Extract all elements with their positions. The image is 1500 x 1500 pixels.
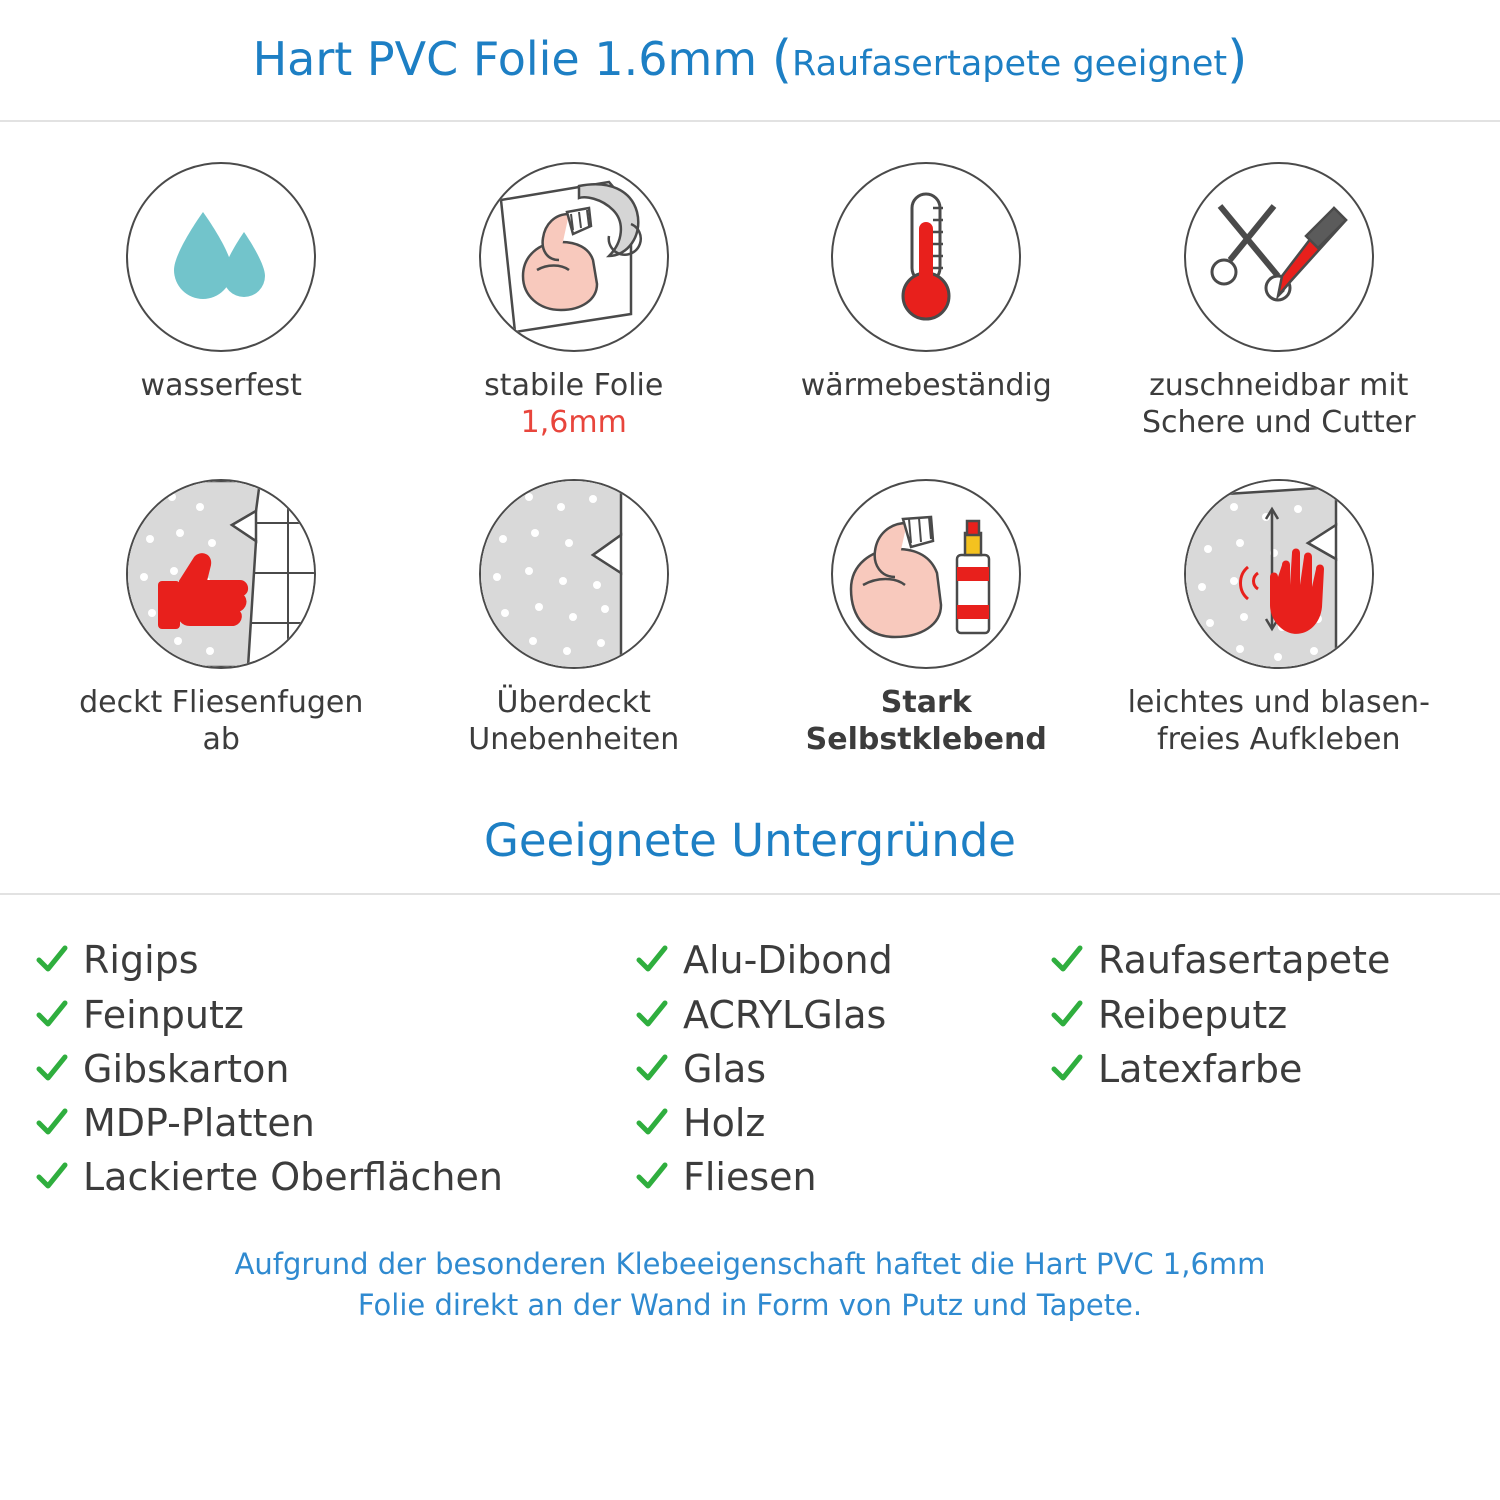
list-item bbox=[35, 1152, 635, 1202]
substrate-label: Rigips bbox=[83, 938, 199, 983]
feature-caption bbox=[484, 368, 663, 441]
feature-note: 1,6mm bbox=[520, 404, 627, 440]
feature-item bbox=[750, 162, 1103, 441]
footnote-line-1: Aufgrund der besonderen Klebeeigenschaft haftet die Hart PVC 1,6mm bbox=[234, 1247, 1266, 1282]
feature-caption: wasserfest bbox=[140, 368, 302, 403]
substrate-label: ACRYLGlas bbox=[683, 992, 887, 1037]
check-icon bbox=[635, 998, 669, 1032]
title-sub: Raufasertapete geeignet bbox=[792, 44, 1228, 84]
substrate-label: Reibeputz bbox=[1098, 992, 1288, 1037]
check-icon bbox=[35, 1160, 69, 1194]
substrate-label: Fliesen bbox=[683, 1155, 817, 1199]
section-header bbox=[0, 814, 1500, 895]
list-item bbox=[35, 1098, 635, 1148]
feature-item bbox=[1103, 479, 1456, 758]
feature-item bbox=[1103, 162, 1456, 441]
arm-glue-icon bbox=[833, 481, 1019, 667]
substrate-label: Alu-Dibond bbox=[683, 938, 893, 983]
feature-caption: Überdeckt Unebenheiten bbox=[468, 685, 680, 757]
feature-caption: Stark Selbstklebend bbox=[805, 685, 1047, 757]
list-item bbox=[35, 1044, 635, 1094]
substrate-column-2 bbox=[635, 935, 1050, 1202]
list-item bbox=[635, 1098, 1050, 1148]
glue-tube bbox=[957, 521, 989, 633]
list-item bbox=[635, 1152, 1050, 1202]
substrate-label: Lackierte Oberflächen bbox=[83, 1155, 503, 1199]
substrate-column-1 bbox=[35, 935, 635, 1202]
check-icon bbox=[35, 998, 69, 1032]
header bbox=[0, 0, 1500, 122]
check-icon bbox=[1050, 1052, 1084, 1086]
feature-caption: wärmebeständig bbox=[800, 368, 1052, 403]
feature-icon-circle bbox=[126, 162, 316, 352]
feature-icon-circle bbox=[831, 162, 1021, 352]
feature-caption: zuschneidbar mit Schere und Cutter bbox=[1141, 368, 1416, 440]
footnote bbox=[0, 1244, 1500, 1326]
water-drops-icon bbox=[128, 164, 314, 350]
page-title bbox=[253, 30, 1248, 90]
substrate-label: Gibskarton bbox=[83, 1046, 290, 1091]
paren-open: ( bbox=[771, 30, 793, 90]
cutter-knife bbox=[1278, 208, 1346, 296]
feature-icon-circle bbox=[1184, 162, 1374, 352]
substrate-label: MDP-Platten bbox=[83, 1100, 315, 1145]
covering-unevenness-icon bbox=[481, 481, 667, 667]
list-item bbox=[635, 1044, 1050, 1094]
check-icon bbox=[35, 1052, 69, 1086]
substrate-label: Feinputz bbox=[83, 992, 244, 1037]
paren-close: ) bbox=[1227, 30, 1248, 90]
feature-icon-circle bbox=[126, 479, 316, 669]
list-item bbox=[635, 935, 1050, 985]
feature-grid bbox=[0, 122, 1500, 758]
check-icon bbox=[635, 1052, 669, 1086]
feature-item bbox=[45, 479, 398, 758]
substrate-label: Holz bbox=[683, 1100, 766, 1145]
check-icon bbox=[1050, 943, 1084, 977]
footnote-line-2: Folie direkt an der Wand in Form von Putz und Tapete. bbox=[357, 1288, 1143, 1323]
substrates-list bbox=[0, 895, 1500, 1202]
check-icon bbox=[635, 1160, 669, 1194]
substrate-column-3 bbox=[1050, 935, 1465, 1202]
hand-smoothing-icon bbox=[1186, 481, 1372, 667]
substrate-label: Latexfarbe bbox=[1098, 1046, 1303, 1091]
check-icon bbox=[1050, 998, 1084, 1032]
feature-icon-circle bbox=[479, 479, 669, 669]
strong-film-arm-icon bbox=[481, 164, 667, 350]
check-icon bbox=[635, 943, 669, 977]
list-item bbox=[1050, 935, 1465, 985]
substrate-label: Glas bbox=[683, 1046, 767, 1091]
feature-item bbox=[398, 162, 751, 441]
feature-icon-circle bbox=[479, 162, 669, 352]
feature-caption: deckt Fliesenfugen ab bbox=[79, 685, 364, 757]
thermometer-icon bbox=[833, 164, 1019, 350]
check-icon bbox=[35, 943, 69, 977]
scissors-cutter-icon bbox=[1186, 164, 1372, 350]
feature-icon-circle bbox=[1184, 479, 1374, 669]
thumbs-up-tile-joints-icon bbox=[128, 481, 314, 667]
check-icon bbox=[635, 1106, 669, 1140]
list-item bbox=[1050, 990, 1465, 1040]
list-item bbox=[1050, 1044, 1465, 1094]
feature-item bbox=[398, 479, 751, 758]
feature-item bbox=[750, 479, 1103, 758]
feature-caption: leichtes und blasen-freies Aufkleben bbox=[1127, 685, 1430, 757]
check-icon bbox=[35, 1106, 69, 1140]
section-title: Geeignete Untergründe bbox=[483, 814, 1016, 868]
list-item bbox=[635, 990, 1050, 1040]
title-main: Hart PVC Folie 1.6mm bbox=[252, 32, 758, 86]
list-item bbox=[35, 990, 635, 1040]
feature-icon-circle bbox=[831, 479, 1021, 669]
feature-label: stabile Folie bbox=[484, 368, 664, 403]
feature-item bbox=[45, 162, 398, 441]
list-item bbox=[35, 935, 635, 985]
substrate-label: Raufasertapete bbox=[1098, 938, 1391, 983]
